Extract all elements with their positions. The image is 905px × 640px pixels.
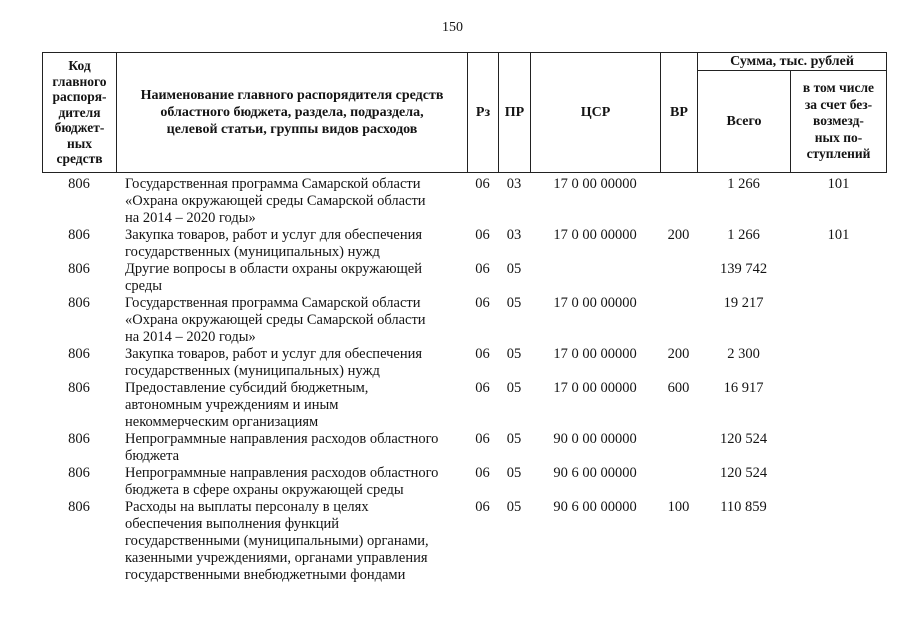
header-pr-label: ПР [504, 104, 525, 120]
row-csr: 17 0 00 00000 [553, 227, 637, 243]
row-name-line: Закупка товаров, работ и услуг для обеспечения [125, 227, 423, 243]
row-name-line: государственных (муниципальных) нужд [125, 244, 380, 260]
row-code: 806 [68, 261, 90, 277]
row-rz: 06 [475, 176, 490, 192]
header-code-line: ных [66, 135, 93, 151]
row-name-line: среды [125, 278, 163, 294]
row-name-line: Закупка товаров, работ и услуг для обеспечения [125, 346, 423, 362]
header-sum-title: Сумма, тыс. рублей [730, 54, 854, 69]
row-name-line: автономным учреждениям и иным [125, 397, 339, 413]
row-pr: 05 [506, 380, 522, 396]
row-name-line: некоммерческим организациям [125, 414, 319, 430]
row-pr: 05 [506, 346, 522, 362]
row-rz: 06 [475, 431, 490, 447]
row-code: 806 [68, 465, 90, 481]
row-name [116, 431, 467, 465]
row-csr: 90 0 00 00000 [553, 431, 637, 447]
row-name-line: «Охрана окружающей среды Самарской области [125, 193, 426, 209]
row-total: 110 859 [720, 499, 767, 515]
header-total-cell [697, 71, 790, 172]
row-name [116, 380, 467, 431]
row-pr: 05 [506, 261, 522, 277]
table-header [42, 52, 887, 173]
header-rz-label: Рз [475, 104, 491, 120]
header-csr-label: ЦСР [580, 104, 611, 120]
row-name-line: Другие вопросы в области охраны окружающей [125, 261, 422, 277]
header-code-cell [43, 53, 116, 172]
header-pr-cell [498, 53, 530, 172]
header-code-line: распоря- [52, 89, 107, 105]
row-pr: 05 [506, 295, 522, 311]
row-total: 120 524 [719, 465, 768, 481]
row-code: 806 [68, 227, 90, 243]
row-name-line: Непрограммные направления расходов областного [125, 431, 439, 447]
header-code-line: дителя [58, 104, 101, 120]
row-name [116, 465, 467, 499]
row-total: 2 300 [727, 346, 760, 362]
row-total: 139 742 [719, 261, 768, 277]
row-name-line: государственных (муниципальных) нужд [125, 363, 380, 379]
row-gratuitous: 101 [827, 227, 850, 243]
row-csr: 90 6 00 00000 [553, 465, 637, 481]
header-sum-title-cell [697, 53, 886, 71]
row-gratuitous: 101 [827, 176, 850, 192]
table-row [42, 465, 887, 499]
row-rz: 06 [475, 499, 490, 515]
row-pr: 05 [506, 431, 522, 447]
row-rz: 06 [475, 295, 490, 311]
table-row [42, 176, 887, 227]
row-rz: 06 [475, 346, 490, 362]
header-code-line: средств [56, 151, 103, 167]
table-body [42, 176, 887, 584]
row-rz: 06 [475, 465, 490, 481]
row-code: 806 [68, 499, 90, 515]
row-pr: 05 [506, 499, 522, 515]
header-rz-cell [467, 53, 498, 172]
row-total: 120 524 [719, 431, 768, 447]
row-csr: 17 0 00 00000 [553, 346, 637, 362]
header-vr-cell [660, 53, 697, 172]
table-row [42, 346, 887, 380]
row-name-line: обеспечения выполнения функций [125, 516, 340, 532]
row-vr: 200 [667, 227, 690, 243]
row-total: 1 266 [727, 227, 760, 243]
table-row [42, 499, 887, 584]
page-number: 150 [442, 20, 463, 35]
row-rz: 06 [475, 261, 490, 277]
row-code: 806 [68, 431, 90, 447]
row-csr: 17 0 00 00000 [553, 295, 637, 311]
row-rz: 06 [475, 380, 490, 396]
row-vr: 100 [667, 499, 690, 515]
table-row [42, 227, 887, 261]
row-total: 19 217 [723, 295, 764, 311]
row-name-line: Непрограммные направления расходов областного [125, 465, 439, 481]
header-code-line: главного [52, 73, 107, 89]
table-row [42, 431, 887, 465]
row-csr: 17 0 00 00000 [553, 380, 637, 396]
row-name-line: на 2014 – 2020 годы» [125, 210, 256, 226]
row-name [116, 227, 467, 261]
table-row [42, 295, 887, 346]
header-code-line: бюджет- [54, 120, 105, 136]
row-code: 806 [68, 380, 90, 396]
row-name [116, 261, 467, 295]
header-gratuitous-line: ступлений [806, 146, 871, 162]
row-name-line: «Охрана окружающей среды Самарской области [125, 312, 426, 328]
header-gratuitous-cell [790, 71, 886, 172]
row-name [116, 295, 467, 346]
row-name [116, 346, 467, 380]
header-name-line: областного бюджета, раздела, подраздела, [160, 105, 424, 120]
header-name-line: целевой статьи, группы видов расходов [166, 122, 418, 137]
row-code: 806 [68, 346, 90, 362]
table-row [42, 380, 887, 431]
row-name-line: бюджета [125, 448, 180, 464]
row-pr: 03 [506, 176, 522, 192]
row-pr: 05 [506, 465, 522, 481]
header-code-line: Код [68, 58, 91, 74]
row-name-line: Предоставление субсидий бюджетным, [125, 380, 369, 396]
row-csr: 90 6 00 00000 [553, 499, 637, 515]
row-code: 806 [68, 295, 90, 311]
row-name-line: на 2014 – 2020 годы» [125, 329, 256, 345]
row-name-line: Расходы на выплаты персоналу в целях [125, 499, 369, 515]
row-name-line: государственными (муниципальными) органами, [125, 533, 429, 549]
header-name-line: Наименование главного распорядителя средств [140, 88, 444, 103]
row-name-line: бюджета в сфере охраны окружающей среды [125, 482, 404, 498]
row-code: 806 [68, 176, 90, 192]
header-gratuitous-line: в том числе [802, 80, 875, 96]
row-rz: 06 [475, 227, 490, 243]
row-name [116, 176, 467, 227]
row-name-line: Государственная программа Самарской области [125, 295, 421, 311]
header-gratuitous-line: за счет без- [804, 96, 873, 112]
header-csr-cell [530, 53, 660, 172]
row-total: 16 917 [723, 380, 764, 396]
table-row [42, 261, 887, 295]
header-vr-label: ВР [670, 104, 688, 120]
row-name-line: государственными внебюджетными фондами [125, 567, 406, 583]
row-total: 1 266 [727, 176, 760, 192]
row-vr: 200 [667, 346, 690, 362]
row-name [116, 499, 467, 584]
row-name-line: Государственная программа Самарской области [125, 176, 421, 192]
row-pr: 03 [506, 227, 522, 243]
row-name-line: казенными учреждениями, органами управления [125, 550, 428, 566]
header-gratuitous-line: возмезд- [813, 113, 864, 129]
row-vr: 600 [667, 380, 690, 396]
header-name-cell [116, 53, 467, 172]
header-total-label: Всего [726, 113, 762, 129]
row-csr: 17 0 00 00000 [553, 176, 637, 192]
header-gratuitous-line: ных по- [814, 129, 863, 145]
